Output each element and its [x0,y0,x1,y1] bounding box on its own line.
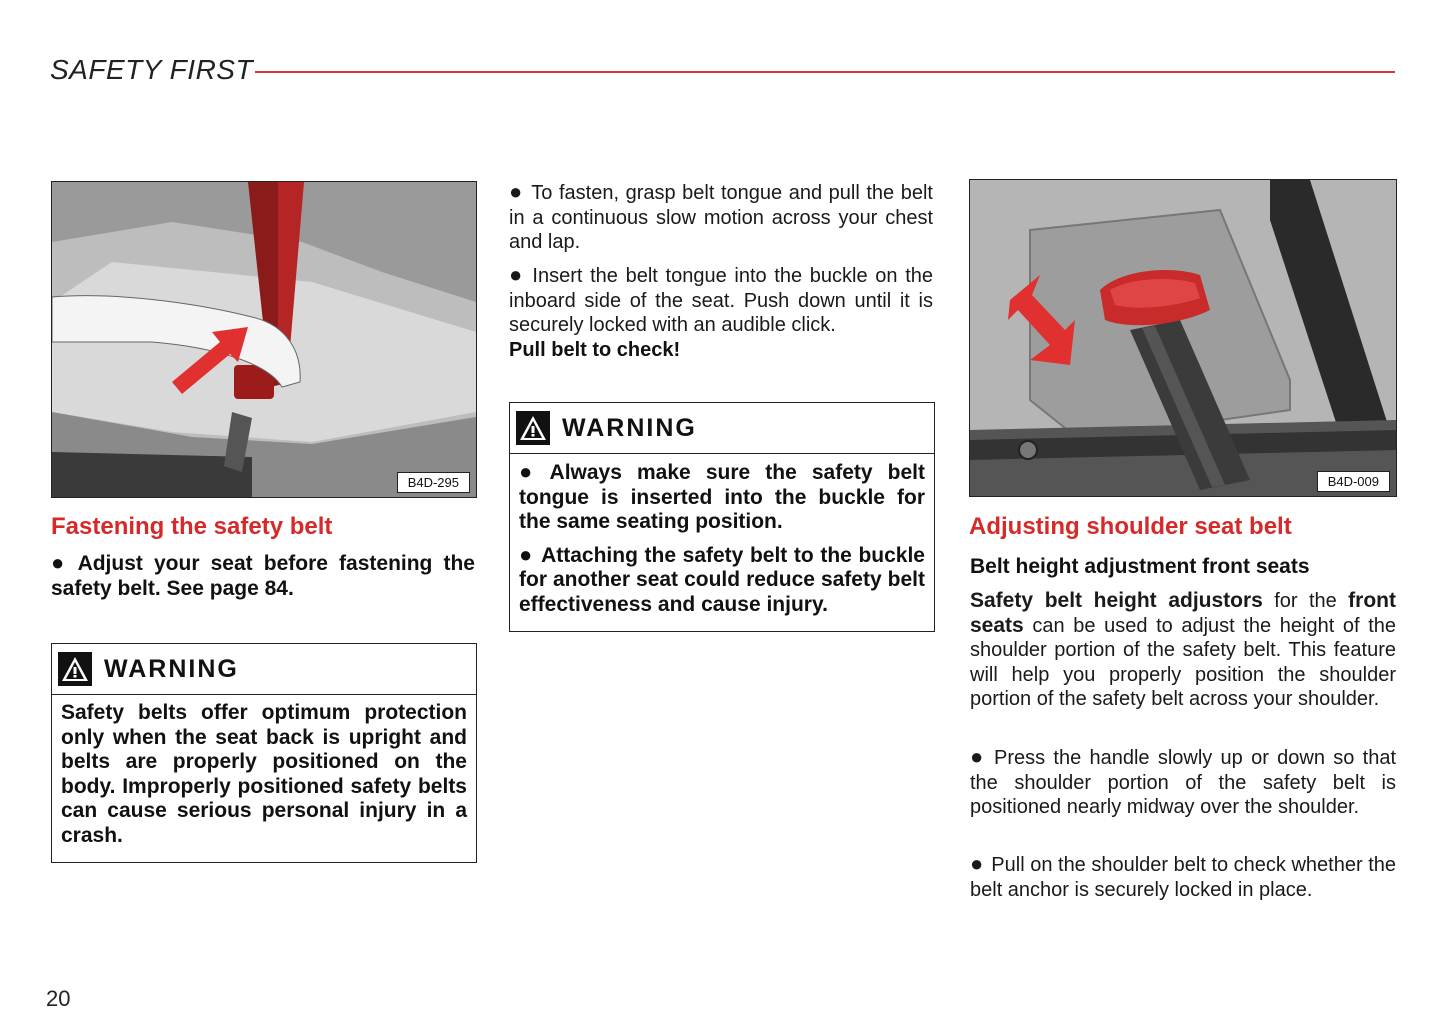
intro-bold-1: Safety belt height adjustors [970,589,1263,612]
fasten-bullet: ● To fasten, grasp belt tongue and pull the belt in a continuous slow motion across your chest and lap. [509,179,933,254]
warning-text: Safety belts offer optimum protection only when the seat back is upright and belts are properly positioned on the body. Improperly positioned safety belts can cause serious personal injury in a crash. [61,701,467,847]
warning-header [510,403,934,454]
warning-box-left [51,643,477,863]
warning-triangle-icon [516,411,550,445]
pull-shoulder-bullet: ● Pull on the shoulder belt to check whether the belt anchor is securely locked in place. [970,851,1396,901]
fastening-heading: Fastening the safety belt [51,513,333,540]
figure-belt-fastening [51,181,477,498]
intro-bold-2: front seats [970,589,1396,637]
warning-title: WARNING [104,654,239,683]
section-title: SAFETY FIRST [50,54,254,85]
adjusting-heading: Adjusting shoulder seat belt [969,513,1292,540]
warning-item: ● Always make sure the safety belt tongue is inserted into the buckle for the same seating position. [519,459,925,533]
bullet-icon: ● [519,459,542,484]
bullet-icon: ● [509,179,524,204]
shoulder-adjuster-illustration [970,180,1396,496]
header-rule [255,71,1395,73]
intro-text-1: for the [1274,590,1337,612]
page-number: 20 [46,986,71,1011]
insert-bullet: ● Insert the belt tongue into the buckle on the inboard side of the seat. Push down until it is securely locked with an audible click. [509,262,933,337]
bullet-icon: ● [519,541,534,567]
figure-label: B4D-295 [397,472,470,493]
warning-triangle-icon [58,652,92,686]
warning-item: ● Attaching the safety belt to the buckle for another seat could reduce safety belt effectiveness and cause injury. [519,541,925,616]
bullet-icon: ● [970,851,984,876]
figure-shoulder-adjuster [969,179,1397,497]
warning-body [52,695,476,862]
press-handle-bullet: ● Press the handle slowly up or down so that the shoulder portion of the safety belt is positioned nearly midway over the shoulder. [970,744,1396,819]
warning-header [52,644,476,695]
bullet-icon: ● [509,262,525,287]
bullet-icon: ● [970,744,987,769]
figure-label: B4D-009 [1317,471,1390,492]
warning-body [510,454,934,631]
warning-box-middle [509,402,935,632]
bullet-icon: ● [51,550,70,575]
warning-title: WARNING [562,413,697,442]
belt-fastening-illustration [52,182,476,497]
adjust-seat-bullet: ● Adjust your seat before fastening the safety belt. See page 84. [51,550,475,600]
height-adjustor-intro [970,589,1396,712]
pull-belt-check: Pull belt to check! [509,339,681,361]
belt-height-subheading: Belt height adjustment front seats [970,555,1310,578]
intro-text-2: can be used to adjust the height of the shoulder portion of the safety belt. This feature will help you properly position the shoulder portion of the safety belt across your shoulder. [970,614,1396,711]
